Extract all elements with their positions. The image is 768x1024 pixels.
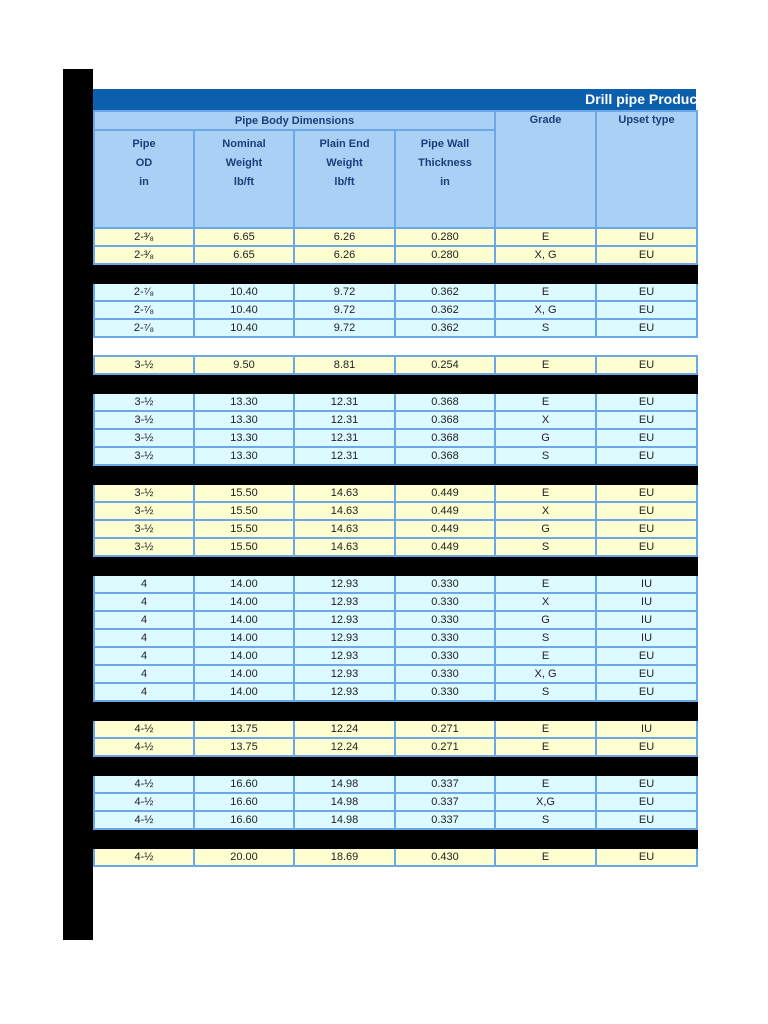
wall-thickness-cell: 0.254 [395, 356, 495, 374]
pipe-od-cell: 4-½ [94, 793, 194, 811]
header-nominal-line3: lb/ft [233, 176, 255, 188]
nominal-weight-cell: 20.00 [194, 848, 294, 866]
nominal-weight-cell: 15.50 [194, 520, 294, 538]
plain-end-weight-cell: 18.69 [294, 848, 395, 866]
grade-cell: X, G [495, 301, 596, 319]
grade-cell: S [495, 538, 596, 556]
plain-end-weight-cell: 14.98 [294, 793, 395, 811]
header-plain-line3: lb/ft [334, 176, 355, 188]
grade-cell: X [495, 593, 596, 611]
separator-cell [94, 374, 697, 393]
grade-cell: E [495, 283, 596, 301]
table-row [94, 484, 697, 502]
table-row [94, 611, 697, 629]
wall-thickness-cell: 0.330 [395, 665, 495, 683]
header-pipe-body-dimensions: Pipe Body Dimensions [94, 111, 495, 130]
upset-type-cell: EU [596, 811, 697, 829]
pipe-od-cell: 3-½ [94, 484, 194, 502]
header-wall-line1: Pipe Wall [420, 138, 470, 150]
grade-cell: X, G [495, 246, 596, 264]
upset-type-cell: EU [596, 848, 697, 866]
table-row [94, 665, 697, 683]
plain-end-weight-cell: 9.72 [294, 301, 395, 319]
grade-cell: E [495, 775, 596, 793]
plain-end-weight-cell: 12.93 [294, 575, 395, 593]
table-row [94, 520, 697, 538]
separator-cell [94, 465, 697, 484]
table-row [94, 228, 697, 246]
grade-cell: X, G [495, 665, 596, 683]
product-range-table [93, 110, 698, 867]
upset-type-cell: EU [596, 520, 697, 538]
sheet-title-bar [93, 89, 736, 110]
wall-thickness-cell: 0.330 [395, 575, 495, 593]
table-row [94, 629, 697, 647]
pipe-od-cell: 2-⁷⁄₈ [94, 301, 194, 319]
wall-thickness-cell: 0.368 [395, 393, 495, 411]
grade-cell: S [495, 811, 596, 829]
header-wall-line3: in [440, 176, 450, 188]
wall-thickness-cell: 0.368 [395, 411, 495, 429]
grade-cell: G [495, 429, 596, 447]
upset-type-cell: EU [596, 447, 697, 465]
table-row [94, 775, 697, 793]
nominal-weight-cell: 13.30 [194, 411, 294, 429]
upset-type-cell: EU [596, 356, 697, 374]
upset-type-cell: EU [596, 665, 697, 683]
plain-end-weight-cell: 14.98 [294, 811, 395, 829]
wall-thickness-cell: 0.330 [395, 683, 495, 701]
upset-type-cell: EU [596, 283, 697, 301]
nominal-weight-cell: 14.00 [194, 683, 294, 701]
nominal-weight-cell: 14.00 [194, 575, 294, 593]
sheet-title: Drill pipe Product RAN [585, 91, 736, 107]
table-row [94, 429, 697, 447]
grade-cell: S [495, 629, 596, 647]
nominal-weight-cell: 16.60 [194, 775, 294, 793]
upset-type-cell: EU [596, 319, 697, 337]
wall-thickness-cell: 0.337 [395, 793, 495, 811]
pipe-od-cell: 3-½ [94, 393, 194, 411]
header-pipe-od-line3: in [139, 176, 149, 188]
plain-end-weight-cell: 14.98 [294, 775, 395, 793]
separator-row-black [94, 701, 697, 720]
pipe-od-cell: 3-½ [94, 447, 194, 465]
pipe-od-cell: 2-³⁄₈ [94, 228, 194, 246]
nominal-weight-cell: 14.00 [194, 629, 294, 647]
header-plain-line2: Weight [326, 157, 363, 169]
upset-type-cell: EU [596, 246, 697, 264]
grade-cell: E [495, 393, 596, 411]
table-row [94, 301, 697, 319]
nominal-weight-cell: 15.50 [194, 502, 294, 520]
header-grade: Grade [495, 111, 596, 228]
plain-end-weight-cell: 14.63 [294, 484, 395, 502]
table-row [94, 738, 697, 756]
pipe-od-cell: 4-½ [94, 848, 194, 866]
pipe-od-cell: 4-½ [94, 811, 194, 829]
separator-row-blank [94, 337, 697, 356]
pipe-od-cell: 4 [94, 647, 194, 665]
upset-type-cell: EU [596, 411, 697, 429]
plain-end-weight-cell: 12.24 [294, 738, 395, 756]
table-row [94, 647, 697, 665]
header-pipe-od [94, 130, 194, 228]
separator-cell [94, 756, 697, 775]
plain-end-weight-cell: 12.31 [294, 429, 395, 447]
wall-thickness-cell: 0.330 [395, 629, 495, 647]
upset-type-cell: EU [596, 775, 697, 793]
nominal-weight-cell: 10.40 [194, 283, 294, 301]
grade-cell: E [495, 738, 596, 756]
separator-cell [94, 264, 697, 283]
header-pipe-od-line2: OD [135, 157, 153, 169]
wall-thickness-cell: 0.271 [395, 738, 495, 756]
wall-thickness-cell: 0.449 [395, 538, 495, 556]
table-row [94, 356, 697, 374]
upset-type-cell: IU [596, 629, 697, 647]
pipe-od-cell: 3-½ [94, 429, 194, 447]
plain-end-weight-cell: 6.26 [294, 246, 395, 264]
grade-cell: G [495, 611, 596, 629]
plain-end-weight-cell: 12.93 [294, 647, 395, 665]
nominal-weight-cell: 15.50 [194, 484, 294, 502]
plain-end-weight-cell: 14.63 [294, 502, 395, 520]
header-pipe-od-line1: Pipe [132, 138, 156, 150]
upset-type-cell: EU [596, 484, 697, 502]
table-row [94, 811, 697, 829]
pipe-od-cell: 2-⁷⁄₈ [94, 319, 194, 337]
nominal-weight-cell: 14.00 [194, 611, 294, 629]
plain-end-weight-cell: 9.72 [294, 283, 395, 301]
wall-thickness-cell: 0.337 [395, 775, 495, 793]
upset-type-cell: EU [596, 429, 697, 447]
nominal-weight-cell: 14.00 [194, 593, 294, 611]
nominal-weight-cell: 13.75 [194, 738, 294, 756]
table-row [94, 683, 697, 701]
table-row [94, 319, 697, 337]
grade-cell: G [495, 520, 596, 538]
wall-thickness-cell: 0.368 [395, 447, 495, 465]
plain-end-weight-cell: 12.93 [294, 665, 395, 683]
grade-cell: E [495, 575, 596, 593]
wall-thickness-cell: 0.330 [395, 611, 495, 629]
separator-row-black [94, 264, 697, 283]
pipe-od-cell: 4-½ [94, 720, 194, 738]
wall-thickness-cell: 0.280 [395, 228, 495, 246]
pipe-od-cell: 4-½ [94, 738, 194, 756]
pipe-od-cell: 4 [94, 575, 194, 593]
pipe-od-cell: 4 [94, 683, 194, 701]
table-row [94, 720, 697, 738]
wall-thickness-cell: 0.271 [395, 720, 495, 738]
plain-end-weight-cell: 12.24 [294, 720, 395, 738]
header-nominal-line2: Weight [225, 157, 263, 169]
wall-thickness-cell: 0.362 [395, 283, 495, 301]
pipe-od-cell: 4-½ [94, 775, 194, 793]
nominal-weight-cell: 13.75 [194, 720, 294, 738]
header-plain-end-weight [294, 130, 395, 228]
wall-thickness-cell: 0.362 [395, 301, 495, 319]
grade-cell: E [495, 228, 596, 246]
upset-type-cell: IU [596, 575, 697, 593]
nominal-weight-cell: 6.65 [194, 228, 294, 246]
table-row [94, 538, 697, 556]
plain-end-weight-cell: 12.93 [294, 683, 395, 701]
plain-end-weight-cell: 12.31 [294, 447, 395, 465]
grade-cell: E [495, 720, 596, 738]
table-row [94, 793, 697, 811]
upset-type-cell: EU [596, 683, 697, 701]
wall-thickness-cell: 0.368 [395, 429, 495, 447]
upset-type-cell: EU [596, 228, 697, 246]
wall-thickness-cell: 0.330 [395, 593, 495, 611]
table-row [94, 848, 697, 866]
nominal-weight-cell: 15.50 [194, 538, 294, 556]
separator-cell [94, 556, 697, 575]
grade-cell: X,G [495, 793, 596, 811]
upset-type-cell: IU [596, 611, 697, 629]
table-row [94, 502, 697, 520]
header-group-row [94, 111, 697, 130]
upset-type-cell: EU [596, 502, 697, 520]
grade-cell: E [495, 848, 596, 866]
pipe-od-cell: 4 [94, 593, 194, 611]
grade-cell: E [495, 484, 596, 502]
pipe-od-cell: 4 [94, 665, 194, 683]
plain-end-weight-cell: 9.72 [294, 319, 395, 337]
pipe-od-cell: 4 [94, 629, 194, 647]
nominal-weight-cell: 13.30 [194, 393, 294, 411]
header-nominal-line1: Nominal [222, 138, 266, 150]
pipe-od-cell: 2-⁷⁄₈ [94, 283, 194, 301]
pipe-od-cell: 3-½ [94, 538, 194, 556]
grade-cell: E [495, 647, 596, 665]
wall-thickness-cell: 0.449 [395, 484, 495, 502]
plain-end-weight-cell: 12.31 [294, 411, 395, 429]
header-plain-line1: Plain End [319, 138, 370, 150]
table-row [94, 246, 697, 264]
plain-end-weight-cell: 8.81 [294, 356, 395, 374]
spreadsheet [93, 89, 736, 867]
separator-row-black [94, 756, 697, 775]
pipe-od-cell: 3-½ [94, 411, 194, 429]
header-pipe-wall-thickness [395, 130, 495, 228]
upset-type-cell: IU [596, 593, 697, 611]
wall-thickness-cell: 0.362 [395, 319, 495, 337]
nominal-weight-cell: 13.30 [194, 447, 294, 465]
nominal-weight-cell: 6.65 [194, 246, 294, 264]
nominal-weight-cell: 10.40 [194, 301, 294, 319]
separator-cell [94, 701, 697, 720]
table-row [94, 283, 697, 301]
left-margin-bar [63, 69, 93, 940]
nominal-weight-cell: 16.60 [194, 811, 294, 829]
upset-type-cell: EU [596, 301, 697, 319]
separator-row-black [94, 829, 697, 848]
table-row [94, 575, 697, 593]
plain-end-weight-cell: 12.93 [294, 629, 395, 647]
separator-cell [94, 829, 697, 848]
pipe-od-cell: 3-½ [94, 520, 194, 538]
table-row [94, 593, 697, 611]
upset-type-cell: EU [596, 538, 697, 556]
plain-end-weight-cell: 12.31 [294, 393, 395, 411]
upset-type-cell: EU [596, 393, 697, 411]
grade-cell: S [495, 319, 596, 337]
grade-cell: S [495, 683, 596, 701]
separator-row-black [94, 556, 697, 575]
plain-end-weight-cell: 14.63 [294, 538, 395, 556]
nominal-weight-cell: 14.00 [194, 647, 294, 665]
table-row [94, 393, 697, 411]
table-row [94, 447, 697, 465]
plain-end-weight-cell: 14.63 [294, 520, 395, 538]
grade-cell: S [495, 447, 596, 465]
separator-row-black [94, 465, 697, 484]
wall-thickness-cell: 0.337 [395, 811, 495, 829]
nominal-weight-cell: 13.30 [194, 429, 294, 447]
upset-type-cell: EU [596, 793, 697, 811]
pipe-od-cell: 2-³⁄₈ [94, 246, 194, 264]
pipe-od-cell: 3-½ [94, 502, 194, 520]
wall-thickness-cell: 0.280 [395, 246, 495, 264]
nominal-weight-cell: 10.40 [194, 319, 294, 337]
wall-thickness-cell: 0.449 [395, 520, 495, 538]
nominal-weight-cell: 14.00 [194, 665, 294, 683]
upset-type-cell: IU [596, 720, 697, 738]
nominal-weight-cell: 16.60 [194, 793, 294, 811]
upset-type-cell: EU [596, 738, 697, 756]
plain-end-weight-cell: 12.93 [294, 593, 395, 611]
pipe-od-cell: 4 [94, 611, 194, 629]
grade-cell: X [495, 411, 596, 429]
grade-cell: X [495, 502, 596, 520]
plain-end-weight-cell: 12.93 [294, 611, 395, 629]
header-upset-type: Upset type [596, 111, 697, 228]
separator-row-black [94, 374, 697, 393]
upset-type-cell: EU [596, 647, 697, 665]
separator-cell [94, 337, 697, 356]
header-nominal-weight [194, 130, 294, 228]
grade-cell: E [495, 356, 596, 374]
table-row [94, 411, 697, 429]
header-wall-line2: Thickness [418, 157, 472, 169]
wall-thickness-cell: 0.330 [395, 647, 495, 665]
plain-end-weight-cell: 6.26 [294, 228, 395, 246]
wall-thickness-cell: 0.449 [395, 502, 495, 520]
wall-thickness-cell: 0.430 [395, 848, 495, 866]
nominal-weight-cell: 9.50 [194, 356, 294, 374]
pipe-od-cell: 3-½ [94, 356, 194, 374]
